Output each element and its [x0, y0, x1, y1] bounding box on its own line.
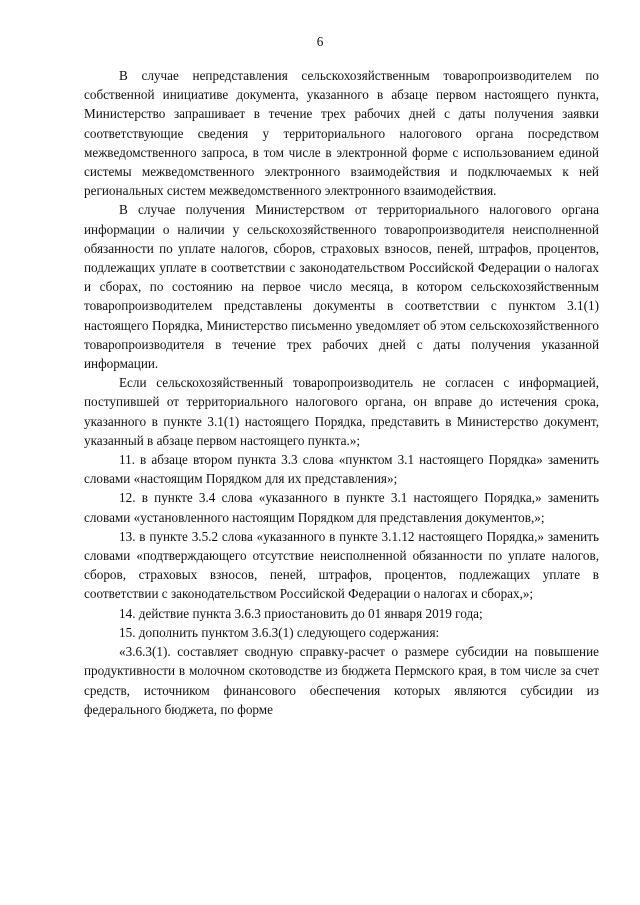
- paragraph: 12. в пункте 3.4 слова «указанного в пункте 3.1 настоящего Порядка,» заменить словами «установленного настоящим Порядком для представления документов,»;: [84, 490, 599, 525]
- paragraph: 14. действие пункта 3.6.3 приостановить до 01 января 2019 года;: [119, 605, 483, 621]
- paragraph: В случае получения Министерством от территориального налогового органа информации о наличии у сельскохозяйственного товаропроизводителя неисполненной обязанности по уплате налогов, сборов, страховых взносов, пеней, штрафов, процентов, подлежащих уплате в соответствии с законодательством Российской Федерации о налогах и сборах, по состоянию на первое число месяца, в котором сельскохозяйственным товаропроизводителем представлены документы в соответствии с пунктом 3.1(1) настоящего Порядка, Министерство письменно уведомляет об этом сельскохозяйственного товаропроизводителя в течение трех рабочих дней с даты получения указанной информации.: [84, 202, 599, 372]
- paragraph: 15. дополнить пунктом 3.6.3(1) следующего содержания:: [119, 624, 440, 640]
- paragraph: «3.6.3(1). составляет сводную справку-расчет о размере субсидии на повышение продуктивности в молочном скотоводстве из бюджета Пермского края, в том числе за счет средств, источником финансового обеспечения которых являются субсидии из федерального бюджета, по форме: [84, 644, 599, 717]
- paragraph: 13. в пункте 3.5.2 слова «указанного в пункте 3.1.12 настоящего Порядка,» заменить словами «подтверждающего отсутствие неисполненной обязанности по уплате налогов, сборов, страховых взносов, пеней, штрафов, процентов, подлежащих уплате в соответствии с законодательством Российской Федерации о налогах и сборах,»;: [84, 528, 599, 602]
- paragraph: В случае непредставления сельскохозяйственным товаропроизводителем по собственной инициативе документа, указанного в абзаце первом настоящего пункта, Министерство запрашивает в течение трех рабочих дней с даты получения заявки соответствующие сведения у территориального налогового органа посредством межведомственного запроса, в том числе в электронной форме с использованием единой системы межведомственного электронного взаимодействия и подключаемых к ней региональных систем межведомственного электронного взаимодействия.: [84, 68, 599, 199]
- paragraph: 11. в абзаце втором пункта 3.3 слова «пунктом 3.1 настоящего Порядка» заменить словами «настоящим Порядком для их представления»;: [84, 452, 599, 487]
- paragraph: Если сельскохозяйственный товаропроизводитель не согласен с информацией, поступившей от территориального налогового органа, он вправе до истечения срока, указанного в пункте 3.1(1) настоящего Порядка, представить в Министерство документ, указанный в абзаце первом настоящего пункта.»;: [84, 375, 599, 448]
- document-body: [84, 66, 599, 719]
- page-number: 6: [316, 34, 324, 49]
